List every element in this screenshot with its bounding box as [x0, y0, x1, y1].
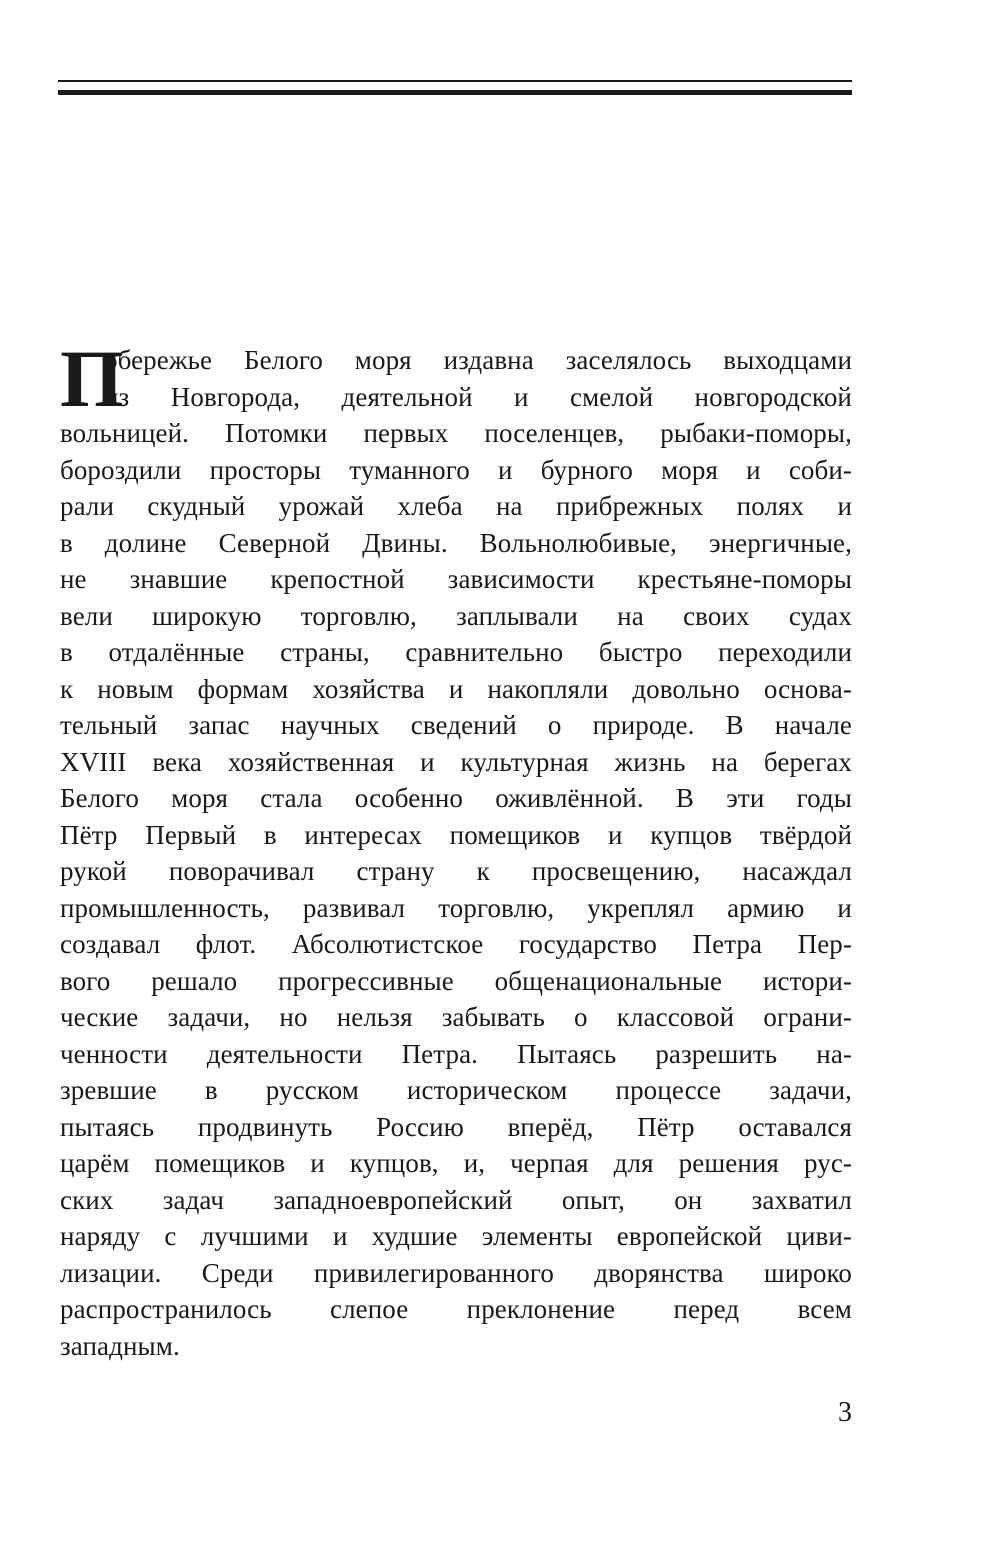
text-line: рали скудный урожай хлеба на прибрежных полях и — [60, 491, 852, 521]
text-line: зревшие в русском историческом процессе задачи, — [60, 1075, 852, 1105]
text-line: вого решало прогрессивные общенациональные истори- — [60, 965, 852, 996]
text-line: ских задач западноевропейский опыт, он захватил — [60, 1184, 852, 1215]
text-line: создавал флот. Абсолютистское государство Петра Пер- — [60, 929, 852, 959]
text-line: рукой поворачивал страну к просвещению, насаждал — [60, 856, 852, 886]
text-line: к новым формам хозяйства и накопляли довольно основа- — [60, 673, 852, 704]
body-paragraph — [60, 342, 852, 1364]
text-line: распространилось слепое преклонение перед всем — [60, 1294, 852, 1324]
page-number: 3 — [838, 1397, 852, 1428]
text-line: Пётр Первый в интересах помещиков и купцов твёрдой — [60, 819, 852, 850]
text-line: не знавшие крепостной зависимости крестьяне-поморы — [60, 564, 852, 594]
text-line: пытаясь продвинуть Россию вперёд, Пётр оставался — [60, 1111, 852, 1142]
text-line: царём помещиков и купцов, и, черпая для решения рус- — [60, 1148, 852, 1178]
text-line: вели широкую торговлю, заплывали на своих судах — [60, 600, 852, 631]
text-line: Белого моря стала особенно оживлённой. В эти годы — [60, 783, 852, 813]
text-line: XVIII века хозяйственная и культурная жизнь на берегах — [60, 746, 852, 777]
text-line: бороздили просторы туманного и бурного моря и соби- — [60, 454, 852, 485]
header-rule-thick — [58, 90, 852, 95]
text-line: западным. — [60, 1330, 180, 1361]
text-line: обережье Белого моря издавна заселялось выходцами — [104, 345, 852, 375]
text-line: промышленность, развивал торговлю, укреплял армию и — [60, 892, 852, 923]
text-line: ченности деятельности Петра. Пытаясь разрешить на- — [60, 1038, 852, 1069]
text-line: тельный запас научных сведений о природе. В начале — [60, 710, 852, 740]
text-line: в долине Северной Двины. Вольнолюбивые, энергичные, — [60, 527, 852, 558]
text-line: наряду с лучшими и худшие элементы европейской циви- — [60, 1221, 852, 1251]
text-line: лизации. Среди привилегированного дворянства широко — [60, 1257, 852, 1288]
text-line: в отдалённые страны, сравнительно быстро переходили — [60, 637, 852, 667]
text-line: из Новгорода, деятельной и смелой новгородской — [104, 381, 852, 412]
header-rule-thin — [58, 80, 852, 82]
drop-cap: П — [60, 348, 124, 410]
text-line: вольницей. Потомки первых поселенцев, рыбаки-поморы, — [60, 418, 852, 448]
text-line: ческие задачи, но нельзя забывать о классовой ограни- — [60, 1002, 852, 1032]
